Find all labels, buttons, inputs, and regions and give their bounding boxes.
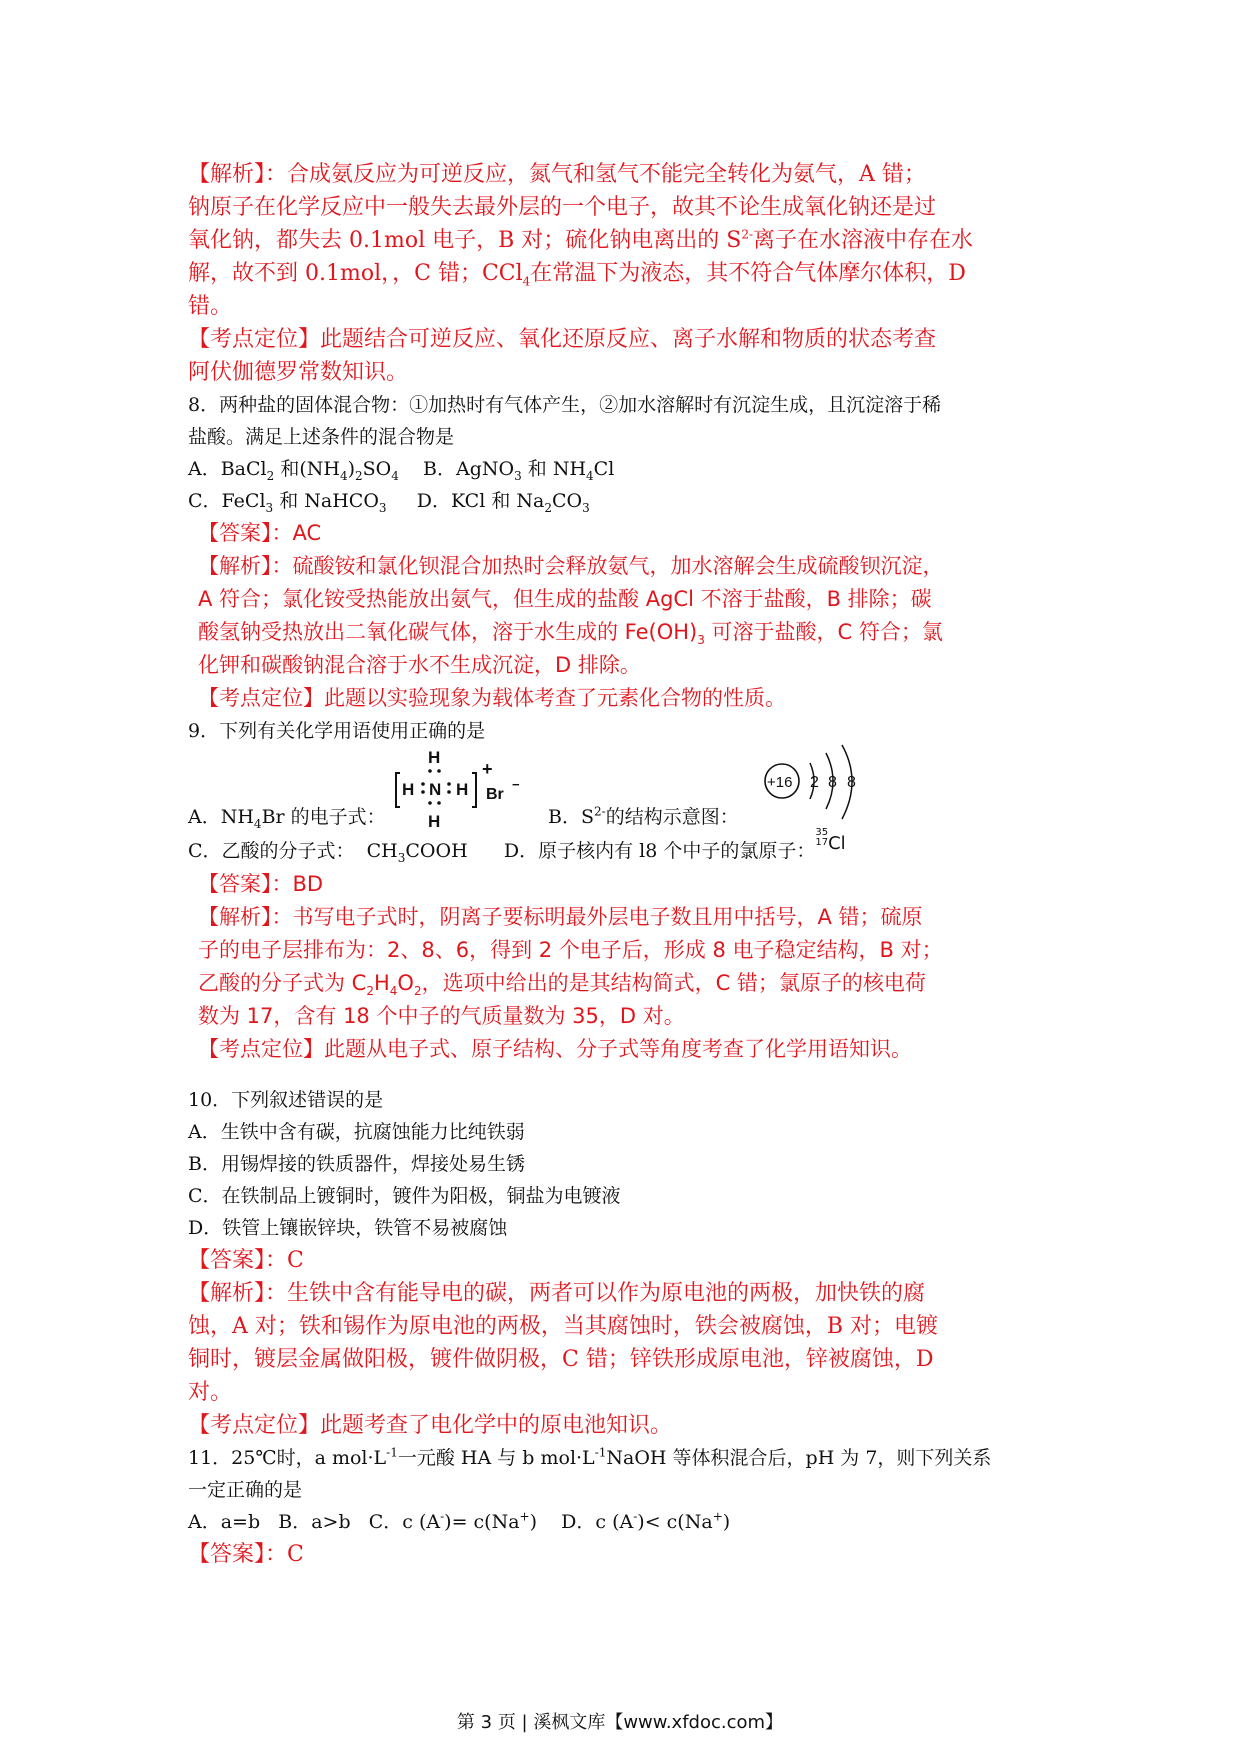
question-text: 一定正确的是: [188, 1479, 303, 1501]
analysis-line: 【解析】：书写电子式时，阴离子要标明最外层电子数且用中括号，A 错；硫原: [198, 905, 923, 929]
analysis-line: A 符合；氯化铵受热能放出氨气，但生成的盐酸 AgCl 不溶于盐酸，B 排除；碳: [198, 587, 932, 611]
shell-electrons: 8: [828, 774, 837, 791]
q9-answer-block: [188, 868, 1068, 1066]
analysis-line: 数为 17，含有 18 个中子的气质量数为 35，D 对。: [198, 1004, 685, 1028]
option-c: C．在铁制品上镀铜时，镀件为阳极，铜盐为电镀液: [188, 1185, 621, 1207]
key-point: 【考点定位】此题以实验现象为载体考查了元素化合物的性质。: [198, 686, 786, 710]
q9-option-a: A．$NH_4Br$ 的电子式：: [188, 806, 386, 831]
shell-electrons: 2: [810, 774, 819, 791]
analysis-line: 化钾和碳酸钠混合溶于水不生成沉淀，D 排除。: [198, 653, 641, 677]
option-b: B．用锡焊接的铁质器件，焊接处易生锈: [188, 1153, 525, 1175]
charge-minus: −: [512, 777, 520, 792]
q8-answer-block: [188, 517, 1068, 715]
q11-options: A．a=b B．a>b C．c (A-)= c(Na+) D．c (A-)< c(Na+): [188, 1509, 731, 1533]
question-text: 盐酸。满足上述条件的混合物是: [188, 426, 455, 448]
analysis-line: 酸氢钠受热放出二氧化碳气体，溶于水生成的 $Fe(OH)_3$ 可溶于盐酸，C 符合；氯: [198, 620, 943, 648]
charge-plus: +: [482, 759, 493, 779]
q8-options-cd: C．FeCl$_3$ 和 NaHCO$_3$ D．KCl 和 $Na_2CO_3$: [188, 490, 590, 515]
q11-answer-block: [188, 1538, 1068, 1571]
key-point: 【考点定位】此题考查了电化学中的原电池知识。: [188, 1413, 673, 1438]
q7-analysis-line: 错。: [188, 294, 233, 319]
q7-key-point: 【考点定位】此题结合可逆反应、氧化还原反应、离子水解和物质的状态考查: [188, 327, 937, 352]
question-text: 11．25℃时，a $mol\cdot L^{-1}$一元酸 HA 与 b $mol\cdot L^{-1}NaOH$ 等体积混合后，pH 为 7，则下列关系: [188, 1445, 992, 1469]
atom-h: H: [428, 748, 441, 767]
analysis-line: 子的电子层排布为：2、8、6，得到 2 个电子后，形成 8 电子稳定结构，B 对；: [198, 938, 943, 962]
atom-h: H: [428, 812, 441, 831]
q7-analysis-line: 氧化钠，都失去 0.1mol 电子，B 对；硫化钠电离出的 $S^{2-}$离子在水溶液中存在水: [188, 227, 974, 253]
q9-figure-row: [188, 748, 1068, 835]
answer-label: 【答案】：BD: [198, 872, 324, 896]
answer-label: 【答案】：C: [188, 1542, 304, 1567]
key-point: 【考点定位】此题从电子式、原子结构、分子式等角度考查了化学用语知识。: [198, 1037, 912, 1061]
q8-options-ab: A．BaCl$_2$ 和$(NH_4)_2SO_4$ B．AgNO$_3$ 和 $NH_4Cl$: [188, 458, 615, 483]
q7-analysis-line: 钠原子在化学反应中一般失去最外层的一个电子，故其不论生成氧化钠还是过: [188, 195, 937, 220]
q10-block: [188, 1084, 1068, 1244]
answer-label: 【答案】：AC: [198, 521, 322, 545]
q8-stem: [188, 389, 1068, 517]
analysis-line: 【解析】：生铁中含有能导电的碳，两者可以作为原电池的两极，加快铁的腐: [188, 1281, 926, 1306]
option-a: A．生铁中含有碳，抗腐蚀能力比纯铁弱: [188, 1121, 525, 1143]
q7-analysis: [188, 158, 1068, 389]
analysis-line: 铜时，镀层金属做阳极，镀件做阴极，C 错；锌铁形成原电池，锌被腐蚀，D: [188, 1347, 934, 1372]
page-footer: 第 3 页 | 溪枫文库【www.xfdoc.com】: [456, 1712, 784, 1733]
nucleus-charge: +16: [767, 774, 793, 791]
answer-label: 【答案】：C: [188, 1248, 304, 1273]
page-content: [188, 158, 1068, 1571]
q9-block: [188, 715, 1068, 868]
option-d: D．铁管上镶嵌锌块，铁管不易被腐蚀: [188, 1217, 508, 1239]
q7-key-point: 阿伏伽德罗常数知识。: [188, 360, 409, 385]
q7-analysis-line: 解，故不到 0.1mol，，C 错；CCl$_4$在常温下为液态，其不符合气体摩尔体积，D: [188, 261, 966, 289]
chlorine-isotope-symbol: 35 17Cl: [815, 827, 846, 854]
shell-electrons: 8: [847, 774, 856, 791]
sulfide-ion-structure-diagram: [758, 737, 878, 827]
ammonium-bromide-electron-formula: [394, 745, 544, 835]
analysis-line: 乙酸的分子式为 $C_2H_4O_2$，选项中给出的是其结构简式，C 错；氯原子的核电荷: [198, 971, 926, 999]
q9-option-b: B．$S^{2-}$的结构示意图：: [548, 804, 739, 828]
analysis-line: 【解析】：硫酸铵和氯化钡混合加热时会释放氨气，加水溶解会生成硫酸钡沉淀，: [198, 554, 944, 578]
question-text: 9．下列有关化学用语使用正确的是: [188, 720, 486, 742]
q11-block: [188, 1442, 1068, 1538]
atom-n: N: [429, 780, 442, 799]
q7-analysis-line: 【解析】：合成氨反应为可逆反应，氮气和氢气不能完全转化为氨气，A 错；: [188, 162, 926, 187]
analysis-line: 蚀，A 对；铁和锡作为原电池的两极，当其腐蚀时，铁会被腐蚀，B 对；电镀: [188, 1314, 939, 1339]
q10-answer-block: [188, 1244, 1068, 1442]
atom-h: H: [402, 780, 415, 799]
q9-options-cd: C．乙酸的分子式： $CH_3COOH$ D．原子核内有 l8 个中子的氯原子：35 17Cl: [188, 827, 846, 865]
question-text: 8．两种盐的固体混合物：①加热时有气体产生，②加水溶解时有沉淀生成，且沉淀溶于稀: [188, 394, 942, 416]
analysis-line: 对。: [188, 1380, 233, 1405]
atom-h: H: [456, 780, 469, 799]
question-text: 10．下列叙述错误的是: [188, 1089, 384, 1111]
bromide: Br: [486, 786, 504, 803]
